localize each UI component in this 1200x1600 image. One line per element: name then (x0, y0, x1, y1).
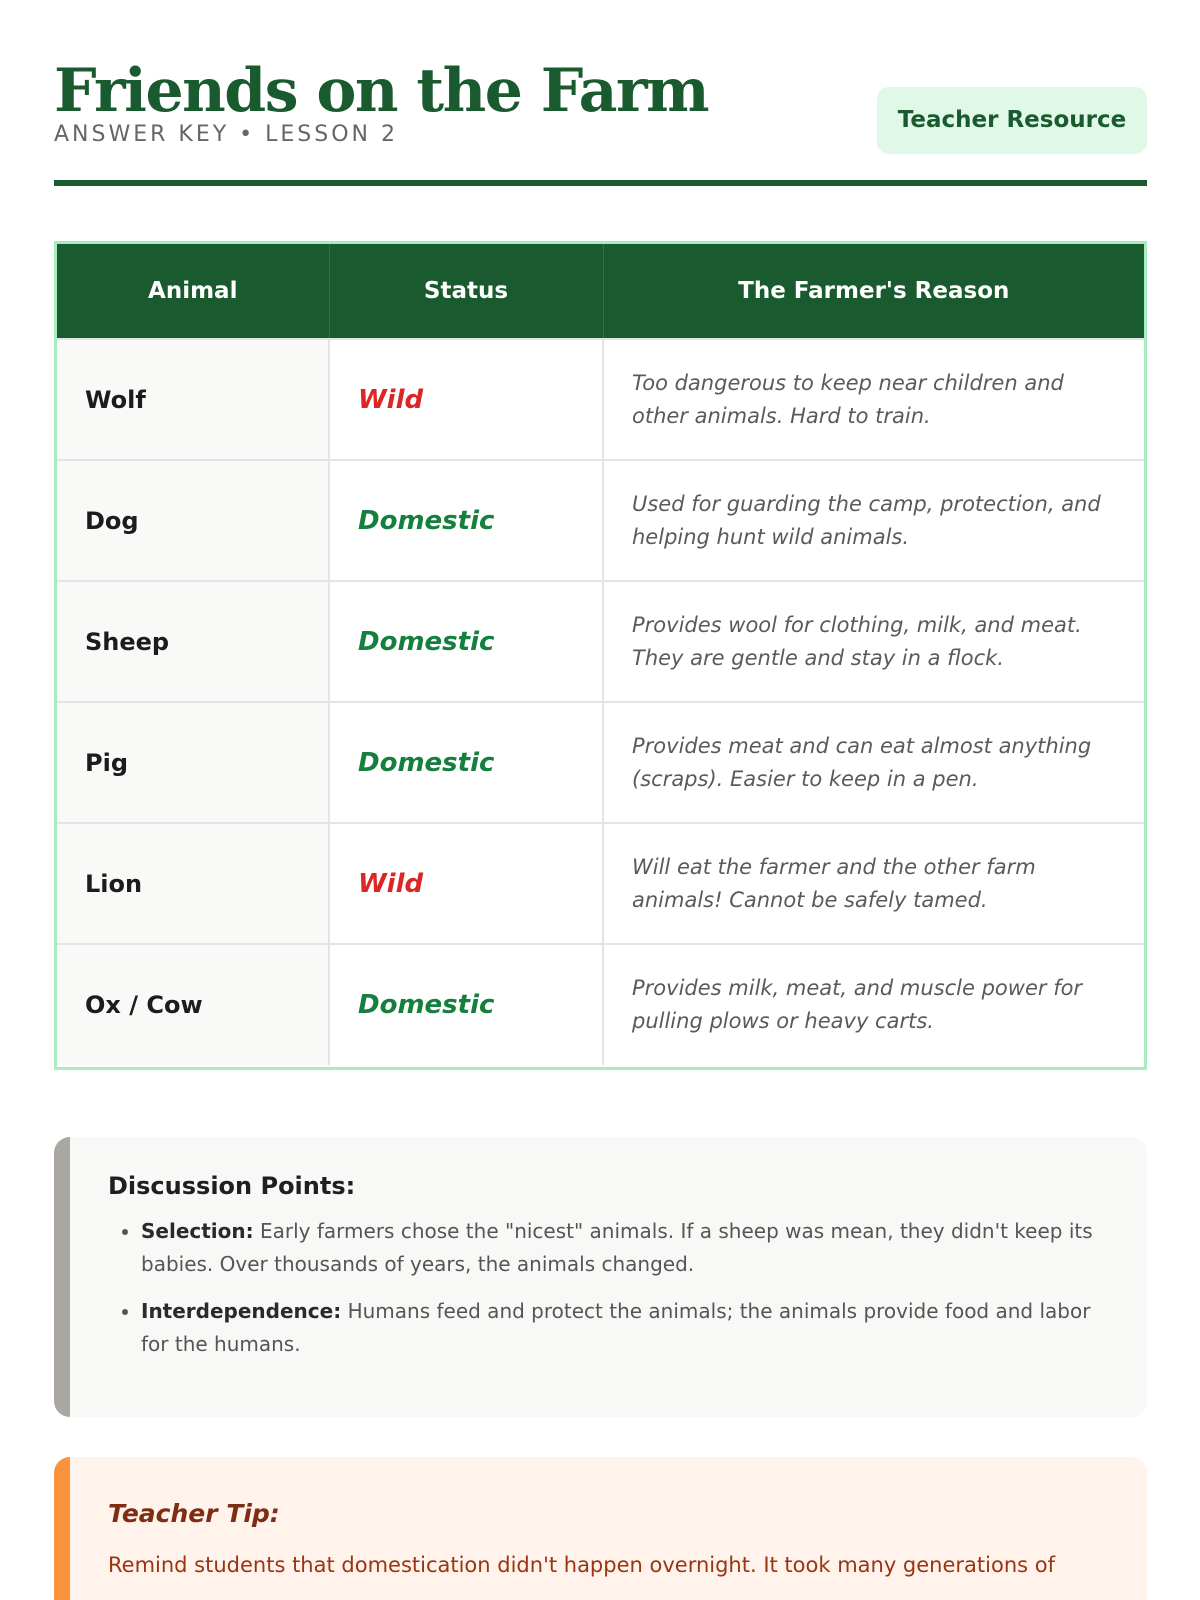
status-cell: Wild (329, 823, 603, 944)
discussion-list (108, 1215, 1109, 1361)
column-header-status: Status (329, 244, 603, 339)
discussion-term: Selection: (141, 1219, 254, 1243)
status-cell: Wild (329, 339, 603, 460)
status-cell: Domestic (329, 944, 603, 1065)
page-header (54, 56, 1147, 186)
reason-cell: Used for guarding the camp, protection, and helping hunt wild animals. (603, 460, 1144, 581)
teacher-resource-badge: Teacher Resource (877, 87, 1147, 154)
table-row (57, 823, 1144, 944)
table-header-row (57, 244, 1144, 339)
discussion-text: Early farmers chose the "nicest" animals. If a sheep was mean, they didn't keep its babies. Over thousands of years, the animals changed. (141, 1219, 1093, 1276)
reason-cell: Provides milk, meat, and muscle power for pulling plows or heavy carts. (603, 944, 1144, 1065)
reason-cell: Too dangerous to keep near children and other animals. Hard to train. (603, 339, 1144, 460)
list-item (141, 1215, 1109, 1281)
column-header-reason: The Farmer's Reason (603, 244, 1144, 339)
animal-cell: Lion (57, 823, 329, 944)
teacher-tip-title: Teacher Tip: (108, 1499, 280, 1528)
page-title: Friends on the Farm (54, 56, 709, 126)
discussion-text: Humans feed and protect the animals; the animals provide food and labor for the humans. (141, 1299, 1091, 1356)
reason-cell: Will eat the farmer and the other farm animals! Cannot be safely tamed. (603, 823, 1144, 944)
status-cell: Domestic (329, 702, 603, 823)
column-header-animal: Animal (57, 244, 329, 339)
table-row (57, 944, 1144, 1065)
animal-cell: Dog (57, 460, 329, 581)
animal-cell: Sheep (57, 581, 329, 702)
table-row (57, 339, 1144, 460)
discussion-points-box (54, 1137, 1147, 1417)
status-cell: Domestic (329, 460, 603, 581)
reason-cell: Provides wool for clothing, milk, and meat. They are gentle and stay in a flock. (603, 581, 1144, 702)
discussion-term: Interdependence: (141, 1299, 342, 1323)
animal-cell: Ox / Cow (57, 944, 329, 1065)
page-subtitle: ANSWER KEY • LESSON 2 (54, 122, 398, 147)
animal-cell: Pig (57, 702, 329, 823)
animal-cell: Wolf (57, 339, 329, 460)
teacher-tip-text: Remind students that domestication didn't happen overnight. It took many generations of (108, 1553, 1055, 1577)
discussion-title: Discussion Points: (108, 1172, 356, 1200)
table-row (57, 460, 1144, 581)
teacher-tip-box (54, 1457, 1147, 1600)
table-row (57, 581, 1144, 702)
reason-cell: Provides meat and can eat almost anything (scraps). Easier to keep in a pen. (603, 702, 1144, 823)
table-row (57, 702, 1144, 823)
animal-table (54, 241, 1147, 1070)
list-item (141, 1295, 1109, 1361)
status-cell: Domestic (329, 581, 603, 702)
